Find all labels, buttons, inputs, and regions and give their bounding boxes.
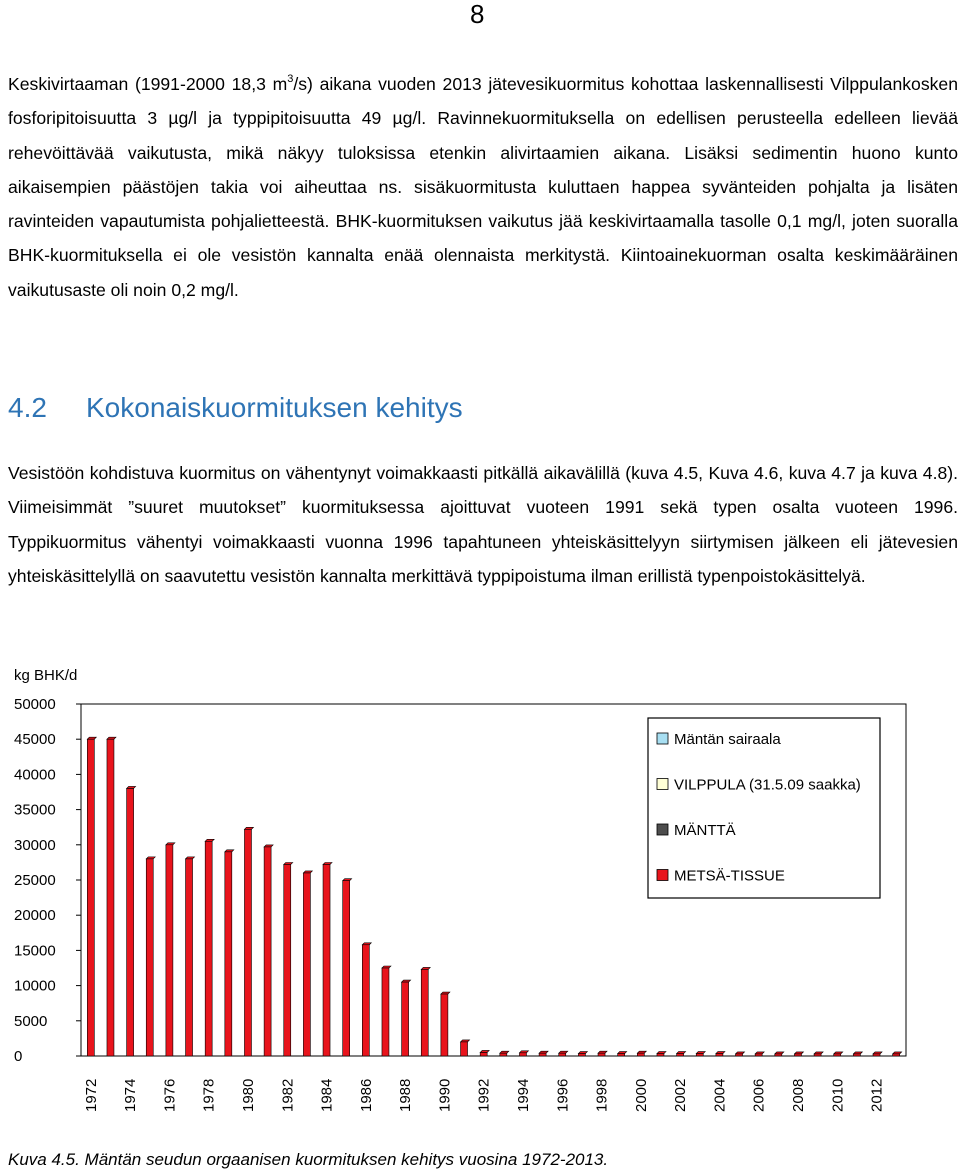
bar xyxy=(539,1053,546,1056)
legend-swatch xyxy=(657,779,668,790)
x-tick-label: 2012 xyxy=(868,1078,886,1112)
y-tick-label: 45000 xyxy=(14,731,56,749)
bar xyxy=(461,1042,468,1056)
bar xyxy=(677,1054,684,1056)
bar-top xyxy=(814,1052,823,1054)
bar-top xyxy=(500,1051,509,1053)
legend-label: METSÄ-TISSUE xyxy=(674,867,785,885)
x-tick-label: 1998 xyxy=(593,1078,611,1112)
x-tick-label: 1980 xyxy=(239,1078,257,1112)
legend-swatch xyxy=(657,733,668,744)
paragraph-1 xyxy=(8,67,958,307)
x-tick-label: 2008 xyxy=(789,1078,807,1112)
x-tick-label: 2006 xyxy=(750,1078,768,1112)
bar xyxy=(480,1052,487,1056)
x-tick-label: 2010 xyxy=(829,1078,847,1112)
legend-label: VILPPULA (31.5.09 saakka) xyxy=(674,776,861,794)
bar-top xyxy=(421,967,430,969)
y-tick-label: 20000 xyxy=(14,907,56,925)
bar-top xyxy=(225,850,234,852)
bar xyxy=(166,845,173,1056)
figure-caption: Kuva 4.5. Mäntän seudun orgaanisen kuormituksen kehitys vuosina 1972-2013. xyxy=(8,1150,609,1169)
x-tick-label: 1978 xyxy=(200,1078,218,1112)
bar xyxy=(834,1054,841,1056)
x-tick-label: 1972 xyxy=(82,1078,100,1112)
bar xyxy=(186,859,193,1056)
bar-top xyxy=(539,1051,548,1053)
x-tick-label: 1976 xyxy=(161,1078,179,1112)
paragraph-1-start: Keskivirtaaman (1991-2000 18,3 m xyxy=(8,74,288,94)
section-number: 4.2 xyxy=(8,392,47,423)
x-tick-label: 1982 xyxy=(279,1078,297,1112)
bar xyxy=(559,1053,566,1056)
legend-label: Mäntän sairaala xyxy=(674,731,781,748)
x-tick-label: 2000 xyxy=(632,1078,650,1112)
legend-swatch xyxy=(657,870,668,881)
bar-top xyxy=(834,1052,843,1054)
bar-top xyxy=(519,1051,528,1053)
legend-label: MÄNTTÄ xyxy=(674,822,736,839)
page-number: 8 xyxy=(470,0,485,29)
bar xyxy=(755,1054,762,1056)
y-tick-label: 25000 xyxy=(14,872,56,889)
bar xyxy=(794,1054,801,1056)
bar xyxy=(382,968,389,1056)
bar xyxy=(323,865,330,1056)
x-tick-label: 1994 xyxy=(514,1078,532,1112)
bar-top xyxy=(873,1052,882,1054)
bar xyxy=(519,1053,526,1056)
bar-top xyxy=(794,1052,803,1054)
bar-top xyxy=(559,1051,568,1053)
bar-top xyxy=(598,1051,607,1053)
section-title: Kokonaiskuormituksen kehitys xyxy=(86,392,463,423)
bar xyxy=(127,788,134,1056)
bar xyxy=(205,841,212,1056)
bar xyxy=(264,847,271,1056)
bar xyxy=(873,1054,880,1056)
bar xyxy=(500,1053,507,1056)
bar-top xyxy=(775,1052,784,1054)
superscript-3: 3 xyxy=(287,73,294,85)
bar xyxy=(421,969,428,1056)
y-tick-label: 30000 xyxy=(14,836,56,854)
bar-top xyxy=(696,1052,705,1054)
bar xyxy=(146,859,153,1056)
x-tick-label: 1990 xyxy=(436,1078,454,1112)
y-tick-label: 0 xyxy=(14,1048,23,1065)
bar xyxy=(637,1053,644,1056)
bar-top xyxy=(578,1052,587,1054)
bod-load-chart xyxy=(0,660,960,1145)
bar xyxy=(814,1054,821,1056)
y-tick-label: 50000 xyxy=(14,696,56,713)
x-tick-label: 1988 xyxy=(397,1078,415,1112)
bar-top xyxy=(755,1052,764,1054)
bar xyxy=(893,1054,900,1056)
y-tick-label: 35000 xyxy=(14,801,56,819)
bar-top xyxy=(637,1051,646,1053)
bar xyxy=(343,881,350,1056)
bar-top xyxy=(657,1052,666,1054)
section-heading xyxy=(8,386,463,430)
bar xyxy=(578,1054,585,1056)
bar xyxy=(736,1054,743,1056)
y-tick-label: 15000 xyxy=(14,942,56,960)
bar-top xyxy=(441,992,450,994)
x-tick-label: 1996 xyxy=(554,1078,572,1112)
y-tick-label: 5000 xyxy=(14,1012,48,1030)
bar-top xyxy=(736,1052,745,1054)
x-tick-label: 1992 xyxy=(475,1078,493,1112)
bar xyxy=(284,865,291,1056)
x-tick-label: 1984 xyxy=(318,1078,336,1112)
bar xyxy=(87,739,94,1056)
y-tick-label: 40000 xyxy=(14,766,56,784)
bar xyxy=(441,994,448,1056)
bar-top xyxy=(716,1052,725,1054)
bar-top xyxy=(402,980,411,982)
bar xyxy=(775,1054,782,1056)
bar xyxy=(657,1054,664,1056)
bar-top xyxy=(480,1050,489,1052)
bar-top xyxy=(677,1052,686,1054)
bar xyxy=(853,1054,860,1056)
bar xyxy=(598,1053,605,1056)
bar xyxy=(225,852,232,1056)
paragraph-2: Vesistöön kohdistuva kuormitus on vähentynyt voimakkaasti pitkällä aikavälillä (kuva 4.5, Kuva 4.6, kuva 4.7 ja kuva 4.8). Viimeisimmät ”suuret muutokset” kuormituksessa ajoittuvat vuoteen 1991 sekä typen osalta vuoteen 1996. Typpikuormitus vähentyi voimakkaasti vuonna 1996 tapahtuneen yhteiskäsittelyyn siirtymisen jälkeen eli jätevesien yhteiskäsittelyllä on saavutettu vesistön kannalta merkittävä typpipoistuma ilman erillistä typenpoistokäsittelyä. xyxy=(8,463,958,586)
bar-top xyxy=(893,1052,902,1054)
bar xyxy=(402,982,409,1056)
bar xyxy=(716,1054,723,1056)
bar xyxy=(696,1054,703,1056)
bar xyxy=(244,829,251,1056)
x-tick-label: 2004 xyxy=(711,1078,729,1112)
x-tick-label: 1986 xyxy=(357,1078,375,1112)
x-tick-label: 1974 xyxy=(122,1078,140,1112)
x-tick-label: 2002 xyxy=(672,1078,690,1112)
paragraph-1-rest: /s) aikana vuoden 2013 jätevesikuormitus kohottaa laskennallisesti Vilppulankosken fosforipitoisuutta 3 µg/l ja typpipitoisuutta 49 µg/l. Ravinnekuormituksella on edellisen perusteella edelleen lievää rehevöittävää vaikutusta, mikä näkyy tuloksissa etenkin alivirtaamien aikana. Lisäksi sedimentin huono kunto aikaisempien päästöjen takia voi aiheuttaa ns. sisäkuormitusta kuluttaen happea syvänteiden pohjalta ja lisäten ravinteiden vapautumista pohjalietteestä. BHK-kuormituksen vaikutus jää keskivirtaamalla tasolle 0,1 mg/l, joten suoralla BHK-kuormituksella ei ole vesistön kannalta enää olennaista merkitystä. Kiintoainekuorman osalta keskimääräinen vaikutusaste oli noin 0,2 mg/l. xyxy=(8,74,958,300)
y-tick-label: 10000 xyxy=(14,977,56,995)
bar xyxy=(362,945,369,1056)
bar xyxy=(618,1054,625,1056)
legend-swatch xyxy=(657,824,668,835)
bar-top xyxy=(461,1040,470,1042)
bar-top xyxy=(853,1052,862,1054)
bar xyxy=(107,739,114,1056)
bar-top xyxy=(618,1052,627,1054)
bar-top xyxy=(323,863,332,865)
y-axis-title: kg BHK/d xyxy=(14,667,78,684)
bar xyxy=(303,873,310,1056)
bar-top xyxy=(284,863,293,865)
